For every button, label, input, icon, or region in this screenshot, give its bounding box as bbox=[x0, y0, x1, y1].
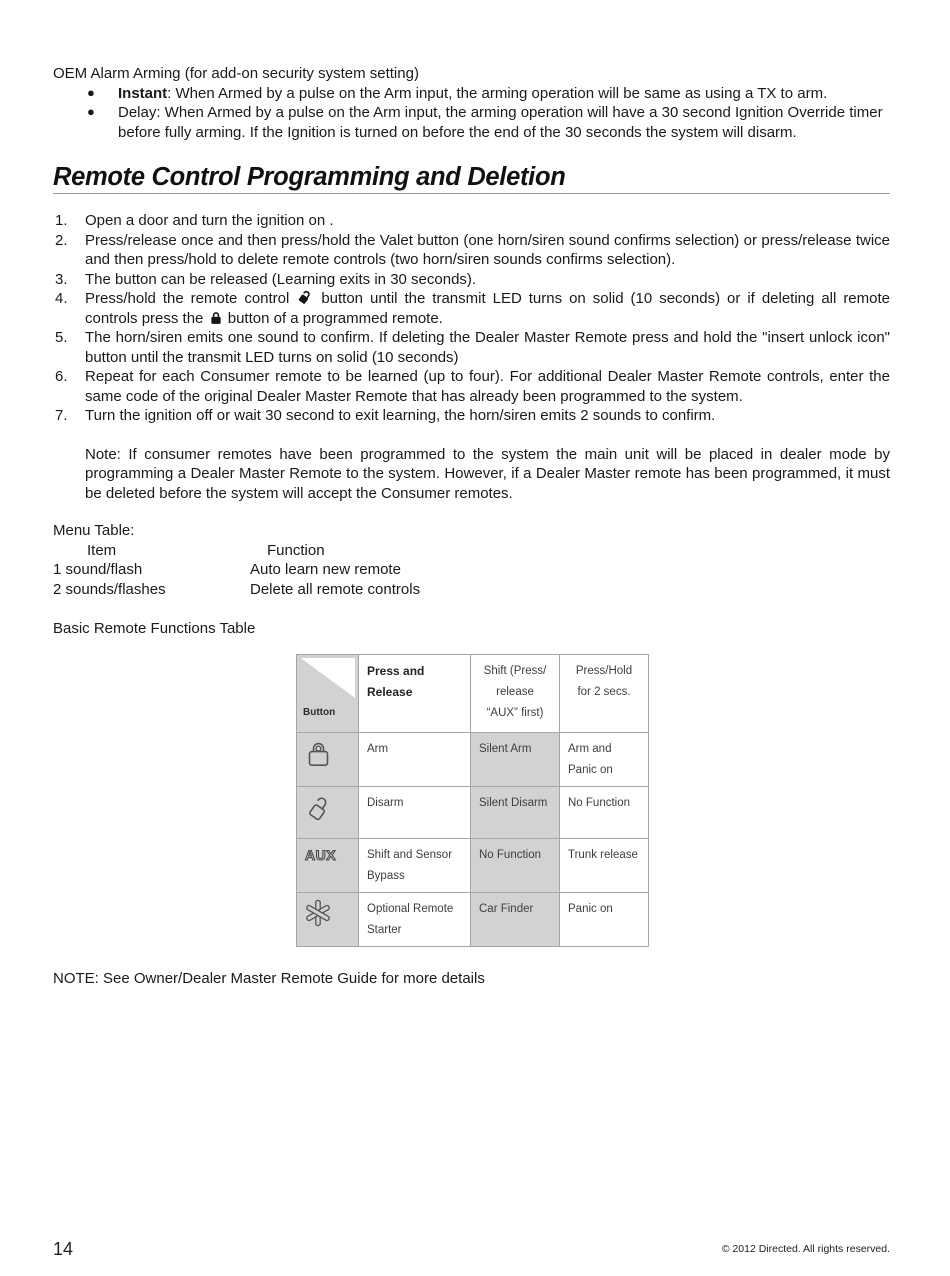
cell-press-release: Arm bbox=[359, 732, 471, 786]
step-4-text: Press/hold the remote control bbox=[85, 290, 290, 307]
button-cell bbox=[297, 892, 359, 946]
corner-diagonal bbox=[300, 658, 355, 698]
basic-remote-functions-table bbox=[296, 654, 649, 947]
step-1: Open a door and turn the ignition on . bbox=[85, 212, 334, 229]
table-row-starter bbox=[297, 892, 649, 946]
bullet-text: : When Armed by a pulse on the Arm input, the arming operation will be same as using a TX to arm. bbox=[167, 84, 828, 102]
corner-cell bbox=[297, 654, 359, 732]
step-4-text: button until the transmit LED turns on solid (10 seconds) or if deleting all remote controls press the bbox=[85, 290, 890, 327]
oem-arming-title: OEM Alarm Arming (for add-on security system setting) bbox=[53, 65, 419, 82]
button-cell bbox=[297, 732, 359, 786]
cell-press-release: Disarm bbox=[359, 786, 471, 838]
see-guide-note: NOTE: See Owner/Dealer Master Remote Guide for more details bbox=[53, 969, 485, 987]
menu-item: 2 sounds/flashes bbox=[53, 580, 166, 598]
table-row-aux bbox=[297, 838, 649, 892]
menu-function: Auto learn new remote bbox=[250, 561, 401, 578]
cell-shift: Silent Disarm bbox=[471, 786, 560, 838]
bullet-lead: Instant bbox=[118, 84, 168, 102]
button-cell bbox=[297, 786, 359, 838]
cell-shift: Silent Arm bbox=[471, 732, 560, 786]
menu-table-header-row bbox=[53, 541, 890, 561]
dealer-mode-note: Note: If consumer remotes have been programmed to the system the main unit will be placed in dealer mode by programming a Dealer Master Remote to the system. However, if a Dealer Master remote has been programmed, it must be deleted before the system will accept the Consumer remotes. bbox=[85, 445, 890, 502]
menu-function: Delete all remote controls bbox=[250, 580, 421, 598]
lock-open-icon bbox=[305, 793, 333, 825]
step-4-text: button of a programmed remote. bbox=[227, 309, 443, 327]
step-3: The button can be released (Learning exits in 30 seconds). bbox=[85, 270, 477, 288]
header-press-release: Press and Release bbox=[359, 654, 471, 732]
unlock-icon bbox=[298, 289, 312, 305]
cell-press-hold: Trunk release bbox=[560, 838, 649, 892]
cell-press-hold: Arm and Panic on bbox=[560, 732, 649, 786]
corner-label: Button bbox=[303, 706, 336, 718]
oem-arming-bullets bbox=[53, 84, 890, 143]
button-cell bbox=[297, 838, 359, 892]
lock-closed-icon bbox=[305, 739, 332, 768]
cell-shift: Car Finder bbox=[471, 892, 560, 946]
step-4 bbox=[53, 289, 890, 328]
table-row-arm bbox=[297, 732, 649, 786]
bullet-icon: ● bbox=[87, 84, 95, 100]
programming-steps bbox=[53, 211, 890, 426]
menu-col-item: Item bbox=[87, 541, 117, 559]
menu-table-label: Menu Table: bbox=[53, 522, 135, 539]
menu-col-function: Function bbox=[267, 541, 325, 559]
step-2: Press/release once and then press/hold the Valet button (one horn/siren sound confirms selection) or press/release twice and then press/hold to delete remote controls (two horn/siren sounds confirms selection). bbox=[85, 231, 890, 268]
cell-press-hold: Panic on bbox=[560, 892, 649, 946]
step-5: The horn/siren emits one sound to confirm. If deleting the Dealer Master Remote press and hold the "insert unlock icon" button until the transmit LED turns on solid (10 seconds) bbox=[85, 329, 890, 366]
bullet-delay bbox=[87, 103, 890, 142]
table-row-disarm bbox=[297, 786, 649, 838]
menu-table-title-row bbox=[53, 521, 890, 541]
page-number: 14 bbox=[53, 1239, 74, 1259]
cell-press-release: Optional Remote Starter bbox=[359, 892, 471, 946]
menu-row-2 bbox=[53, 580, 890, 600]
cell-press-release: Shift and Sensor Bypass bbox=[359, 838, 471, 892]
aux-button-icon: AUX bbox=[305, 846, 337, 863]
page-content bbox=[53, 64, 890, 1003]
bullet-instant bbox=[87, 84, 890, 104]
header-shift: Shift (Press/ release “AUX” first) bbox=[471, 654, 560, 732]
menu-table bbox=[53, 521, 890, 599]
section-heading: Remote Control Programming and Deletion bbox=[53, 163, 890, 194]
bullet-text: Delay: When Armed by a pulse on the Arm input, the arming operation will have a 30 second Ignition Override timer before fully arming. If the Ignition is turned on before the end of the 30 seconds the system will disarm. bbox=[118, 104, 883, 141]
table-header-row bbox=[297, 654, 649, 732]
step-7: Turn the ignition off or wait 30 second to exit learning, the horn/siren emits 2 sounds to confirm. bbox=[85, 407, 716, 424]
cell-shift: No Function bbox=[471, 838, 560, 892]
copyright-text: © 2012 Directed. All rights reserved. bbox=[721, 1243, 890, 1255]
bullet-icon: ● bbox=[87, 104, 95, 119]
menu-row-1 bbox=[53, 560, 890, 580]
step-6: Repeat for each Consumer remote to be learned (up to four). For additional Dealer Master Remote controls, enter the same code of the original Dealer Master Remote that has already been programmed to the system. bbox=[85, 368, 890, 405]
header-press-hold: Press/Hold for 2 secs. bbox=[560, 654, 649, 732]
menu-item: 1 sound/flash bbox=[53, 561, 143, 578]
functions-table-caption: Basic Remote Functions Table bbox=[53, 620, 256, 637]
cell-press-hold: No Function bbox=[560, 786, 649, 838]
lock-icon bbox=[210, 311, 222, 325]
asterisk-button-icon bbox=[305, 899, 331, 927]
